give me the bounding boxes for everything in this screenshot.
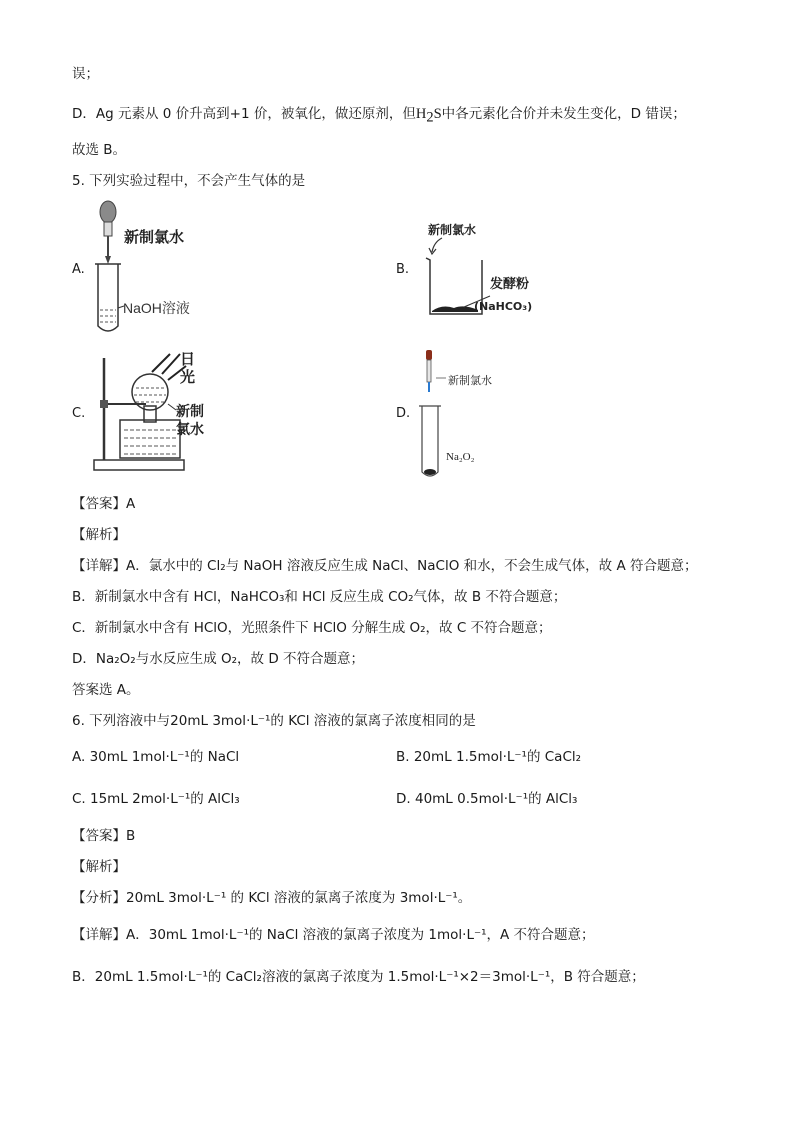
text-line: 故选 B。 [72, 142, 127, 158]
analysis-tag-6: 【解析】 [72, 859, 126, 875]
fig-c-sun-label-2: 光 [180, 368, 196, 386]
fig-b-powder-label: 发酵粉 [490, 277, 530, 292]
text-seg: D．Ag 元素从 0 价升高到+1 价，被氧化，做还原剂，但 [72, 106, 416, 122]
detail-text: A．30mL 1mol·L⁻¹的 NaCl 溶液的氯离子浓度为 1mol·L⁻¹，A 不符合题意； [126, 927, 595, 943]
figure-b [412, 218, 552, 323]
fig-c-water-label-2: 氯水 [176, 422, 204, 438]
figure-a [90, 198, 230, 338]
fig-d-bottom-label: Na₂O₂ [446, 451, 475, 463]
answer-6 [72, 826, 135, 846]
analysis-tag: 【分析】 [72, 890, 126, 906]
detail-6a [72, 925, 595, 945]
question-5: 5. 下列实验过程中，不会产生气体的是 [72, 173, 306, 189]
answer-tag: 【答案】 [72, 496, 126, 512]
fig-c-water-label-1: 新制 [176, 404, 204, 420]
question-6: 6. 下列溶液中与20mL 3mol·L⁻¹的 KCl 溶液的氯离子浓度相同的是 [72, 713, 476, 729]
figure-c [90, 348, 240, 476]
formula-sub: 2 [426, 109, 434, 126]
formula-h: H [415, 106, 427, 122]
q6-option-b: B. 20mL 1.5mol·L⁻¹的 CaCl₂ [396, 749, 582, 765]
option-c-label: C. [72, 406, 86, 421]
detail-5b: B．新制氯水中含有 HCl，NaHCO₃和 HCl 反应生成 CO₂气体，故 B 不符合题意； [72, 589, 567, 605]
text-line [72, 104, 686, 124]
answer-5 [72, 494, 135, 514]
detail-5a [72, 556, 697, 576]
detail-6b: B．20mL 1.5mol·L⁻¹的 CaCl₂溶液的氯离子浓度为 1.5mol·L⁻¹×2＝3mol·L⁻¹，B 符合题意； [72, 969, 645, 985]
fig-b-formula-label: (NaHCO₃) [474, 300, 533, 313]
fig-d-top-label: 新制氯水 [448, 374, 492, 387]
option-a-label: A. [72, 262, 85, 277]
text-seg: 中各元素化合价并未发生变化，D 错误； [441, 106, 686, 122]
option-b-label: B. [396, 262, 410, 277]
detail-tag: 【详解】 [72, 558, 126, 574]
detail-tag: 【详解】 [72, 927, 126, 943]
text-line: 误； [72, 66, 99, 82]
detail-text: A．氯水中的 Cl₂与 NaOH 溶液反应生成 NaCl、NaClO 和水，不会生成气体，故 A 符合题意； [126, 558, 698, 574]
answer-value: B [126, 828, 136, 844]
q6-option-a: A. 30mL 1mol·L⁻¹的 NaCl [72, 749, 240, 765]
fig-a-top-label: 新制氯水 [124, 228, 185, 246]
analysis-tag-5: 【解析】 [72, 527, 126, 543]
answer-value: A [126, 496, 136, 512]
detail-5c: C．新制氯水中含有 HClO，光照条件下 HClO 分解生成 O₂，故 C 不符合题意； [72, 620, 552, 636]
detail-5e: 答案选 A。 [72, 682, 140, 698]
q6-option-c: C. 15mL 2mol·L⁻¹的 AlCl₃ [72, 791, 240, 807]
analysis-text: 20mL 3mol·L⁻¹ 的 KCl 溶液的氯离子浓度为 3mol·L⁻¹。 [126, 890, 472, 906]
formula-s: S [433, 106, 442, 122]
fig-c-sun-label-1: 日 [180, 350, 196, 368]
q6-option-d: D. 40mL 0.5mol·L⁻¹的 AlCl₃ [396, 791, 578, 807]
answer-tag: 【答案】 [72, 828, 126, 844]
figure-d [418, 346, 538, 481]
fig-a-side-label: NaOH溶液 [123, 300, 190, 316]
fig-b-top-label: 新制氯水 [428, 223, 477, 237]
detail-5d: D．Na₂O₂与水反应生成 O₂，故 D 不符合题意； [72, 651, 365, 667]
option-d-label: D. [396, 406, 411, 421]
analysis-6 [72, 888, 471, 908]
